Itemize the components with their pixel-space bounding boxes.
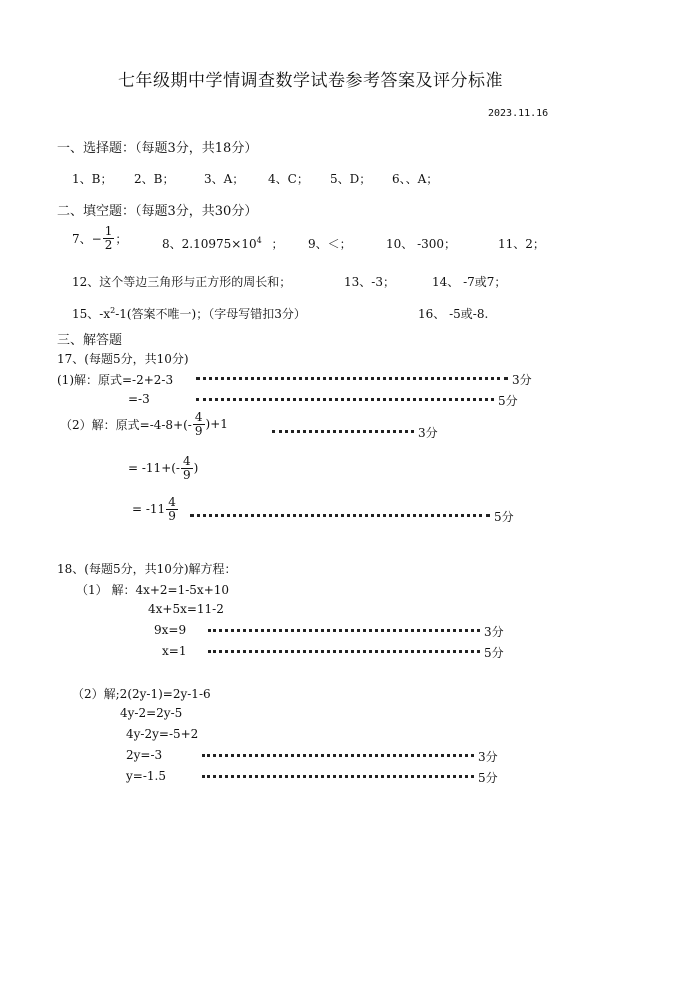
q17-p2-line3-fraction-num: 4 <box>168 495 176 509</box>
q18-p1-line3-score: 3分 <box>484 625 504 639</box>
q17-p1-line2-score: 5分 <box>498 394 518 408</box>
q18-p1-line2: 4x+5x=11-2 <box>148 602 224 616</box>
fill-answer-9: 9、＜； <box>308 237 352 251</box>
q7-suffix: ； <box>115 231 128 246</box>
q7-fraction <box>103 225 115 251</box>
q8-exponent: 4 <box>256 236 262 245</box>
fill-answer-8 <box>162 235 284 252</box>
choice-answer-1: 1、B； <box>72 172 113 186</box>
q17-p2-line1-a: （2）解：原式=-4-8+(- <box>60 417 192 432</box>
q18-p2-line4-dots <box>202 754 474 757</box>
page-title: 七年级期中学情调查数学试卷参考答案及评分标准 <box>118 71 503 91</box>
section-choice-heading: 一、选择题：（每题3分，共18分） <box>57 141 258 156</box>
q17-p1-line1: (1)解：原式=-2+2-3 <box>57 373 174 387</box>
q18-p2-line2: 4y-2=2y-5 <box>120 706 183 720</box>
q17-p2-line2-fraction <box>181 455 193 481</box>
fill-answer-11: 11、2； <box>498 237 545 251</box>
q17-p2-line3-fraction <box>166 496 178 522</box>
q17-p2-line3-score: 5分 <box>494 510 514 524</box>
fill-answer-7 <box>72 225 127 251</box>
q18-p2-line3: 4y-2y=-5+2 <box>126 727 199 741</box>
q17-p2-line1-b: )+1 <box>205 417 228 432</box>
fill-answer-12: 12、这个等边三角形与正方形的周长和； <box>72 275 292 289</box>
q17-p2-line3-a: = -11 <box>132 502 166 517</box>
fill-answer-14: 14、 -7或7； <box>432 275 507 289</box>
q17-p1-line2: =-3 <box>128 392 150 406</box>
fill-answer-13: 13、-3； <box>344 275 395 289</box>
q18-p1-line1: （1） 解：4x+2=1-5x+10 <box>76 583 230 597</box>
q17-p1-line1-dots <box>196 377 508 380</box>
q7-numerator: 1 <box>104 224 113 238</box>
fill-answer-10: 10、 -300； <box>386 237 457 251</box>
q18-p1-line3: 9x=9 <box>154 623 187 637</box>
choice-answer-4: 4、C； <box>268 172 309 186</box>
q8-base: 8、2.10975×10 <box>162 237 257 251</box>
choice-answer-6: 6、、A； <box>392 172 439 186</box>
q17-p1-line1-score: 3分 <box>512 373 532 387</box>
q18-p1-line4-dots <box>208 650 480 653</box>
fill-answer-15 <box>72 305 306 322</box>
q7-denominator: 2 <box>104 237 113 252</box>
q15-exponent: 2 <box>110 306 116 315</box>
q17-p2-fraction-den: 9 <box>194 423 203 438</box>
q17-p2-line1-dots <box>272 430 414 433</box>
fill-answer-16: 16、 -5或-8. <box>418 307 489 321</box>
q17-p2-line2-b: ) <box>193 461 199 476</box>
q17-p2-line3 <box>132 496 179 522</box>
q17-p2-line3-dots <box>190 514 490 517</box>
q17-p2-line2-a: = -11+(- <box>128 461 180 476</box>
q18-p2-line4: 2y=-3 <box>126 748 163 762</box>
q18-p2-line5: y=-1.5 <box>126 769 166 783</box>
q17-p2-fraction-num: 4 <box>194 410 203 424</box>
q17-p2-line2-fraction-num: 4 <box>182 454 191 468</box>
q17-p2-fraction <box>193 411 205 437</box>
q15-part-b: -1(答案不唯一)；（字母写错扣3分） <box>115 307 306 321</box>
q8-suffix: ； <box>271 237 284 251</box>
q17-p2-line2-fraction-den: 9 <box>182 467 191 482</box>
q17-p2-line2 <box>128 455 198 481</box>
q18-p1-line4-score: 5分 <box>484 646 504 660</box>
section-solve-heading: 三、解答题 <box>57 333 123 348</box>
q18-p1-line4: x=1 <box>162 644 187 658</box>
q18-p1-line3-dots <box>208 629 480 632</box>
choice-answer-5: 5、D； <box>330 172 372 186</box>
choice-answer-2: 2、B； <box>134 172 175 186</box>
section-fill-heading: 二、填空题：（每题3分，共30分） <box>57 204 258 219</box>
q18-p2-line1: （2）解;2(2y-1)=2y-1-6 <box>72 687 211 701</box>
q17-p1-line2-dots <box>196 398 494 401</box>
q18-p2-line5-score: 5分 <box>478 771 498 785</box>
q18-heading: 18、(每题5分，共10分)解方程： <box>57 562 237 576</box>
q17-p2-line1 <box>60 411 228 437</box>
q15-part-a: 15、-x <box>72 307 111 321</box>
q18-p2-line5-dots <box>202 775 474 778</box>
choice-answer-3: 3、A； <box>204 172 245 186</box>
q17-p2-line1-score: 3分 <box>418 426 438 440</box>
q17-heading: 17、(每题5分，共10分) <box>57 352 189 366</box>
q18-p2-line4-score: 3分 <box>478 750 498 764</box>
date: 2023.11.16 <box>488 108 549 119</box>
q17-p2-line3-fraction-den: 9 <box>168 508 176 523</box>
q7-prefix: 7、− <box>72 231 102 246</box>
